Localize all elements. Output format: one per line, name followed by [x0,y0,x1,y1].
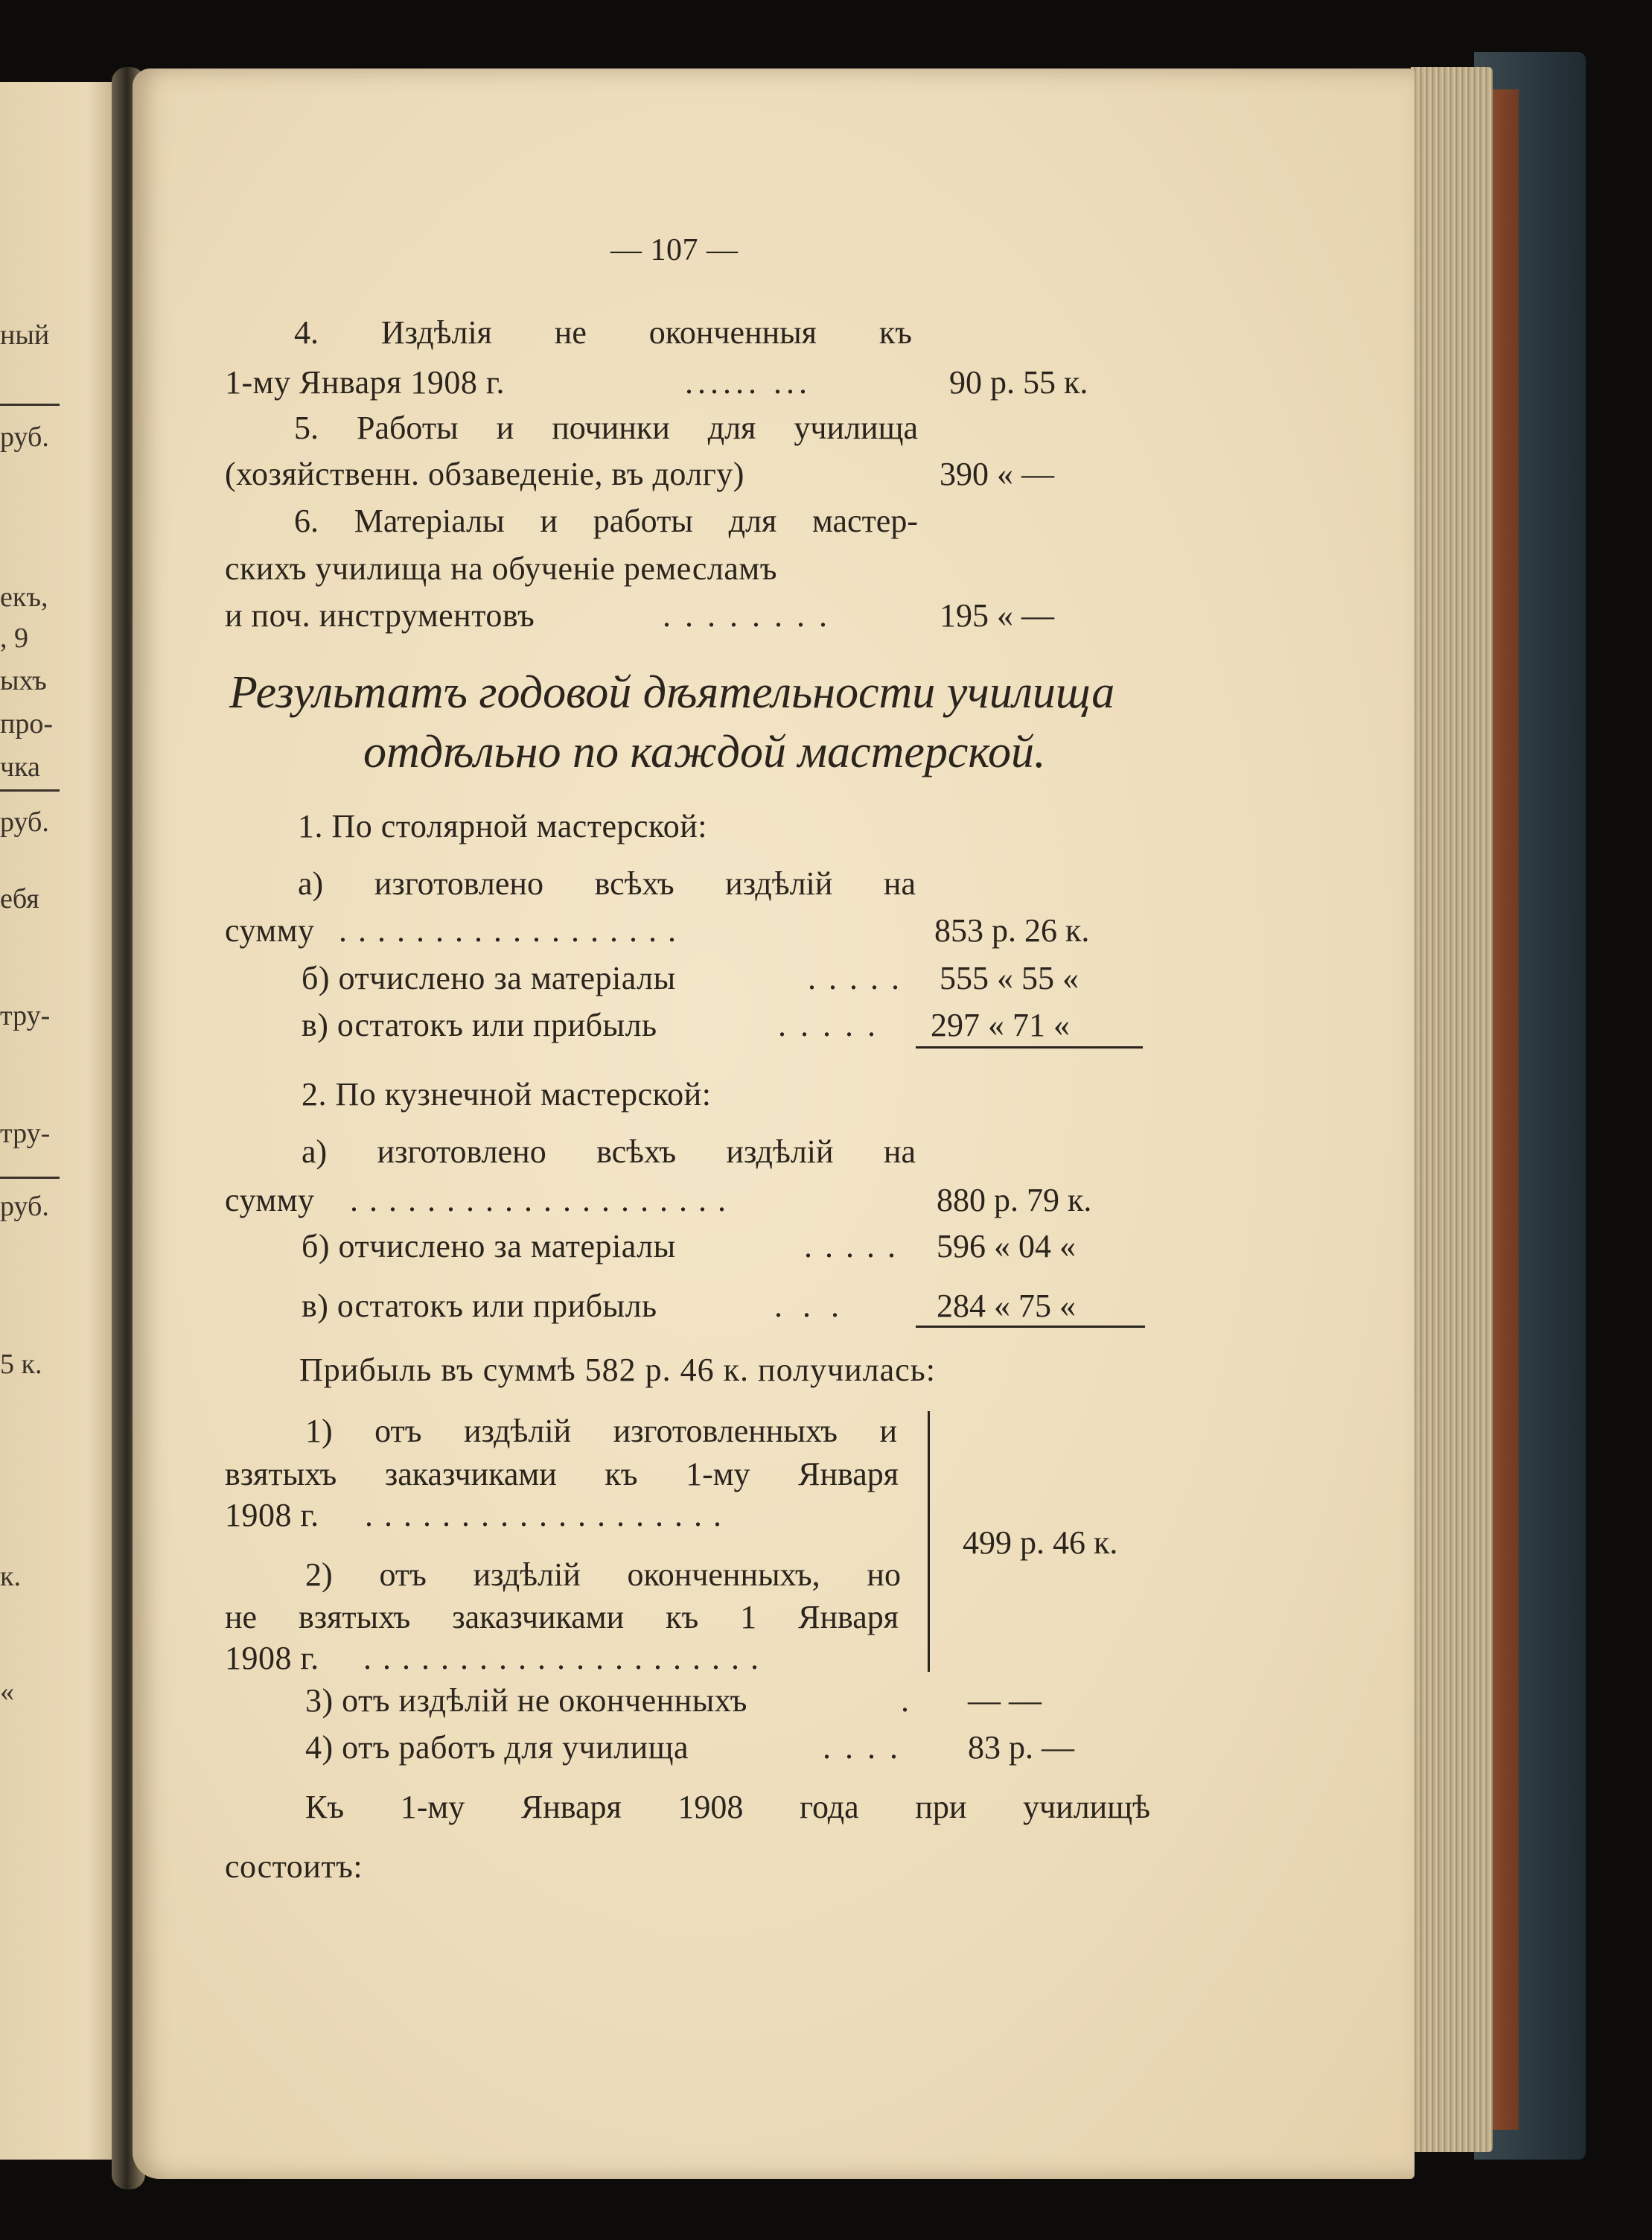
word: и [879,1413,897,1449]
joinery-a-line2: сумму [225,912,315,949]
left-fragment: про- [0,708,53,739]
profit-item1-line3: 1908 г. [225,1497,319,1533]
item-6-leader: . . . . . . . . [663,597,830,634]
smithy-c-leader: . . . [774,1288,845,1324]
left-fragment: ный [0,319,50,351]
profit-item2-leader: . . . . . . . . . . . . . . . . . . . . . [363,1640,760,1676]
profit-item2-line1 [305,1556,901,1593]
brace-line [928,1411,930,1672]
word: къ [878,314,912,351]
left-fragment: к. [0,1561,21,1592]
section-heading-line2: отдѣльно по каждой мастерской. [363,727,1046,777]
word: изготовленныхъ [613,1413,838,1449]
left-fragment: 5 к. [0,1349,42,1380]
word: Матеріалы [354,503,505,539]
word: отъ [374,1413,422,1449]
word: 2) [305,1556,333,1593]
word: издѣлій [464,1413,572,1449]
word: изготовлено [374,865,543,902]
profit-item1-line1 [305,1415,897,1448]
word: но [867,1556,901,1593]
item-6-amount: 195 « — [940,597,1054,634]
closing-line2: состоитъ: [225,1848,363,1885]
item-4-num: 4. [294,314,319,351]
page-edges [1411,67,1493,2152]
left-page [0,82,125,2160]
section-heading-line1: Результатъ годовой дѣятельности училища [229,667,1115,718]
item-6-line3: и поч. инструментовъ [225,597,535,634]
joinery-c-leader: . . . . . [778,1007,878,1043]
word: на [883,865,916,902]
joinery-c-amount: 297 « 71 « [931,1007,1070,1043]
left-fragment: тру- [0,1118,51,1149]
word: взятыхъ [299,1599,411,1635]
joinery-a-line1 [298,865,916,902]
word: 1908 [677,1789,744,1825]
profit-item4-label: 4) отъ работъ для училища [305,1729,689,1766]
item-6-line1 [294,505,918,538]
word: работы [593,503,693,539]
word: для [707,410,756,446]
word: отъ [379,1556,427,1593]
smithy-b-leader: . . . . . [804,1228,898,1264]
word: а) [302,1133,328,1170]
word: на [883,1133,916,1170]
profit-item3-leader: . [901,1682,910,1719]
left-fragment: ыхъ [0,665,47,696]
word: училища [794,410,918,446]
word: оконченныя [648,314,817,351]
word: Января [520,1789,622,1825]
item-5-line1 [294,412,918,445]
closing-line1 [305,1791,1150,1824]
joinery-c-label: в) остатокъ или прибыль [302,1007,657,1043]
item-4-line1 [294,316,912,349]
joinery-total-rule [916,1046,1143,1049]
word: 1-му [400,1789,465,1825]
word: къ [666,1599,699,1635]
item-4-amount: 90 р. 55 к. [949,364,1088,401]
word: Работы [357,410,459,446]
word: всѣхъ [596,1133,677,1170]
joinery-b-amount: 555 « 55 « [940,960,1079,996]
left-fragment: , 9 [0,623,28,654]
profit-item1-leader: . . . . . . . . . . . . . . . . . . . [365,1497,723,1533]
item-4-line2: 1-му Января 1908 г. [225,364,505,401]
profit-item4-amount: 83 р. — [968,1729,1074,1766]
left-rule [0,1177,60,1179]
word: не [225,1599,258,1635]
left-rule [0,789,60,792]
word: Къ [305,1789,345,1825]
word: заказчиками [384,1456,557,1492]
word: училищѣ [1023,1789,1150,1825]
smithy-b-label: б) отчислено за матеріалы [302,1228,676,1264]
item-6-num: 6. [294,503,319,539]
word: не [554,314,587,351]
word: заказчиками [452,1599,625,1635]
smithy-title: 2. По кузнечной мастерской: [302,1076,712,1113]
joinery-b-label: б) отчислено за матеріалы [302,960,676,996]
word: а) [298,865,324,902]
profit-item3-label: 3) отъ издѣлій не оконченныхъ [305,1682,747,1719]
item-5-line2: (хозяйственн. обзаведеніе, въ долгу) [225,456,744,492]
joinery-a-amount: 853 р. 26 к. [934,912,1090,949]
word: къ [605,1456,638,1492]
word: издѣлій [725,865,833,902]
profit-item2-line3: 1908 г. [225,1640,319,1676]
left-fragment: чка [0,751,40,783]
smithy-c-label: в) остатокъ или прибыль [302,1288,657,1324]
word: Января [798,1599,899,1635]
word: Издѣлія [380,314,492,351]
left-fragment: « [0,1676,14,1708]
page-number: — 107 — [610,233,739,267]
word: 1-му [686,1456,750,1492]
word: 1 [740,1599,757,1635]
word: Января [798,1456,899,1492]
smithy-a-leader: . . . . . . . . . . . . . . . . . . . . [350,1182,727,1218]
left-fragment: екъ, [0,582,48,613]
smithy-a-amount: 880 р. 79 к. [937,1182,1092,1218]
word: всѣхъ [594,865,674,902]
joinery-title: 1. По столярной мастерской: [298,808,707,844]
item-5-amount: 390 « — [940,456,1054,492]
word: при [915,1789,967,1825]
word: починки [552,410,670,446]
left-fragment: тру- [0,1000,51,1031]
profit-item4-leader: . . . . [823,1729,901,1766]
item-4-leader: ...... ... [685,364,811,401]
profit-item1-line2 [225,1458,899,1491]
item-6-line2: скихъ училища на обученіе ремесламъ [225,550,777,587]
smithy-a-line2: сумму [225,1182,315,1218]
word: оконченныхъ, [627,1556,820,1593]
left-fragment: руб. [0,1191,49,1222]
profit-combined-amount: 499 р. 46 к. [963,1524,1118,1561]
left-fragment: ебя [0,883,39,914]
word: и [540,503,558,539]
smithy-a-line1 [302,1133,916,1170]
joinery-b-leader: . . . . . [808,960,902,996]
left-fragment: руб. [0,421,49,453]
word: издѣлій [726,1133,834,1170]
word: взятыхъ [225,1456,337,1492]
profit-intro: Прибыль въ суммѣ 582 р. 46 к. получилась: [299,1352,936,1388]
word: для [728,503,777,539]
smithy-b-amount: 596 « 04 « [937,1228,1076,1264]
word: изготовлено [377,1133,546,1170]
left-fragment: руб. [0,806,49,838]
smithy-total-rule [916,1326,1145,1328]
cover-edge [1489,89,1519,2130]
word: мастер- [811,503,918,539]
joinery-a-leader: . . . . . . . . . . . . . . . . . . [339,912,677,949]
word: издѣлій [473,1556,581,1593]
profit-item2-line2 [225,1601,899,1634]
word: года [800,1789,859,1825]
left-rule [0,404,60,406]
item-5-num: 5. [294,410,319,446]
word: 1) [305,1413,333,1449]
smithy-c-amount: 284 « 75 « [937,1288,1076,1324]
word: и [496,410,514,446]
profit-item3-amount: — — [968,1682,1042,1719]
